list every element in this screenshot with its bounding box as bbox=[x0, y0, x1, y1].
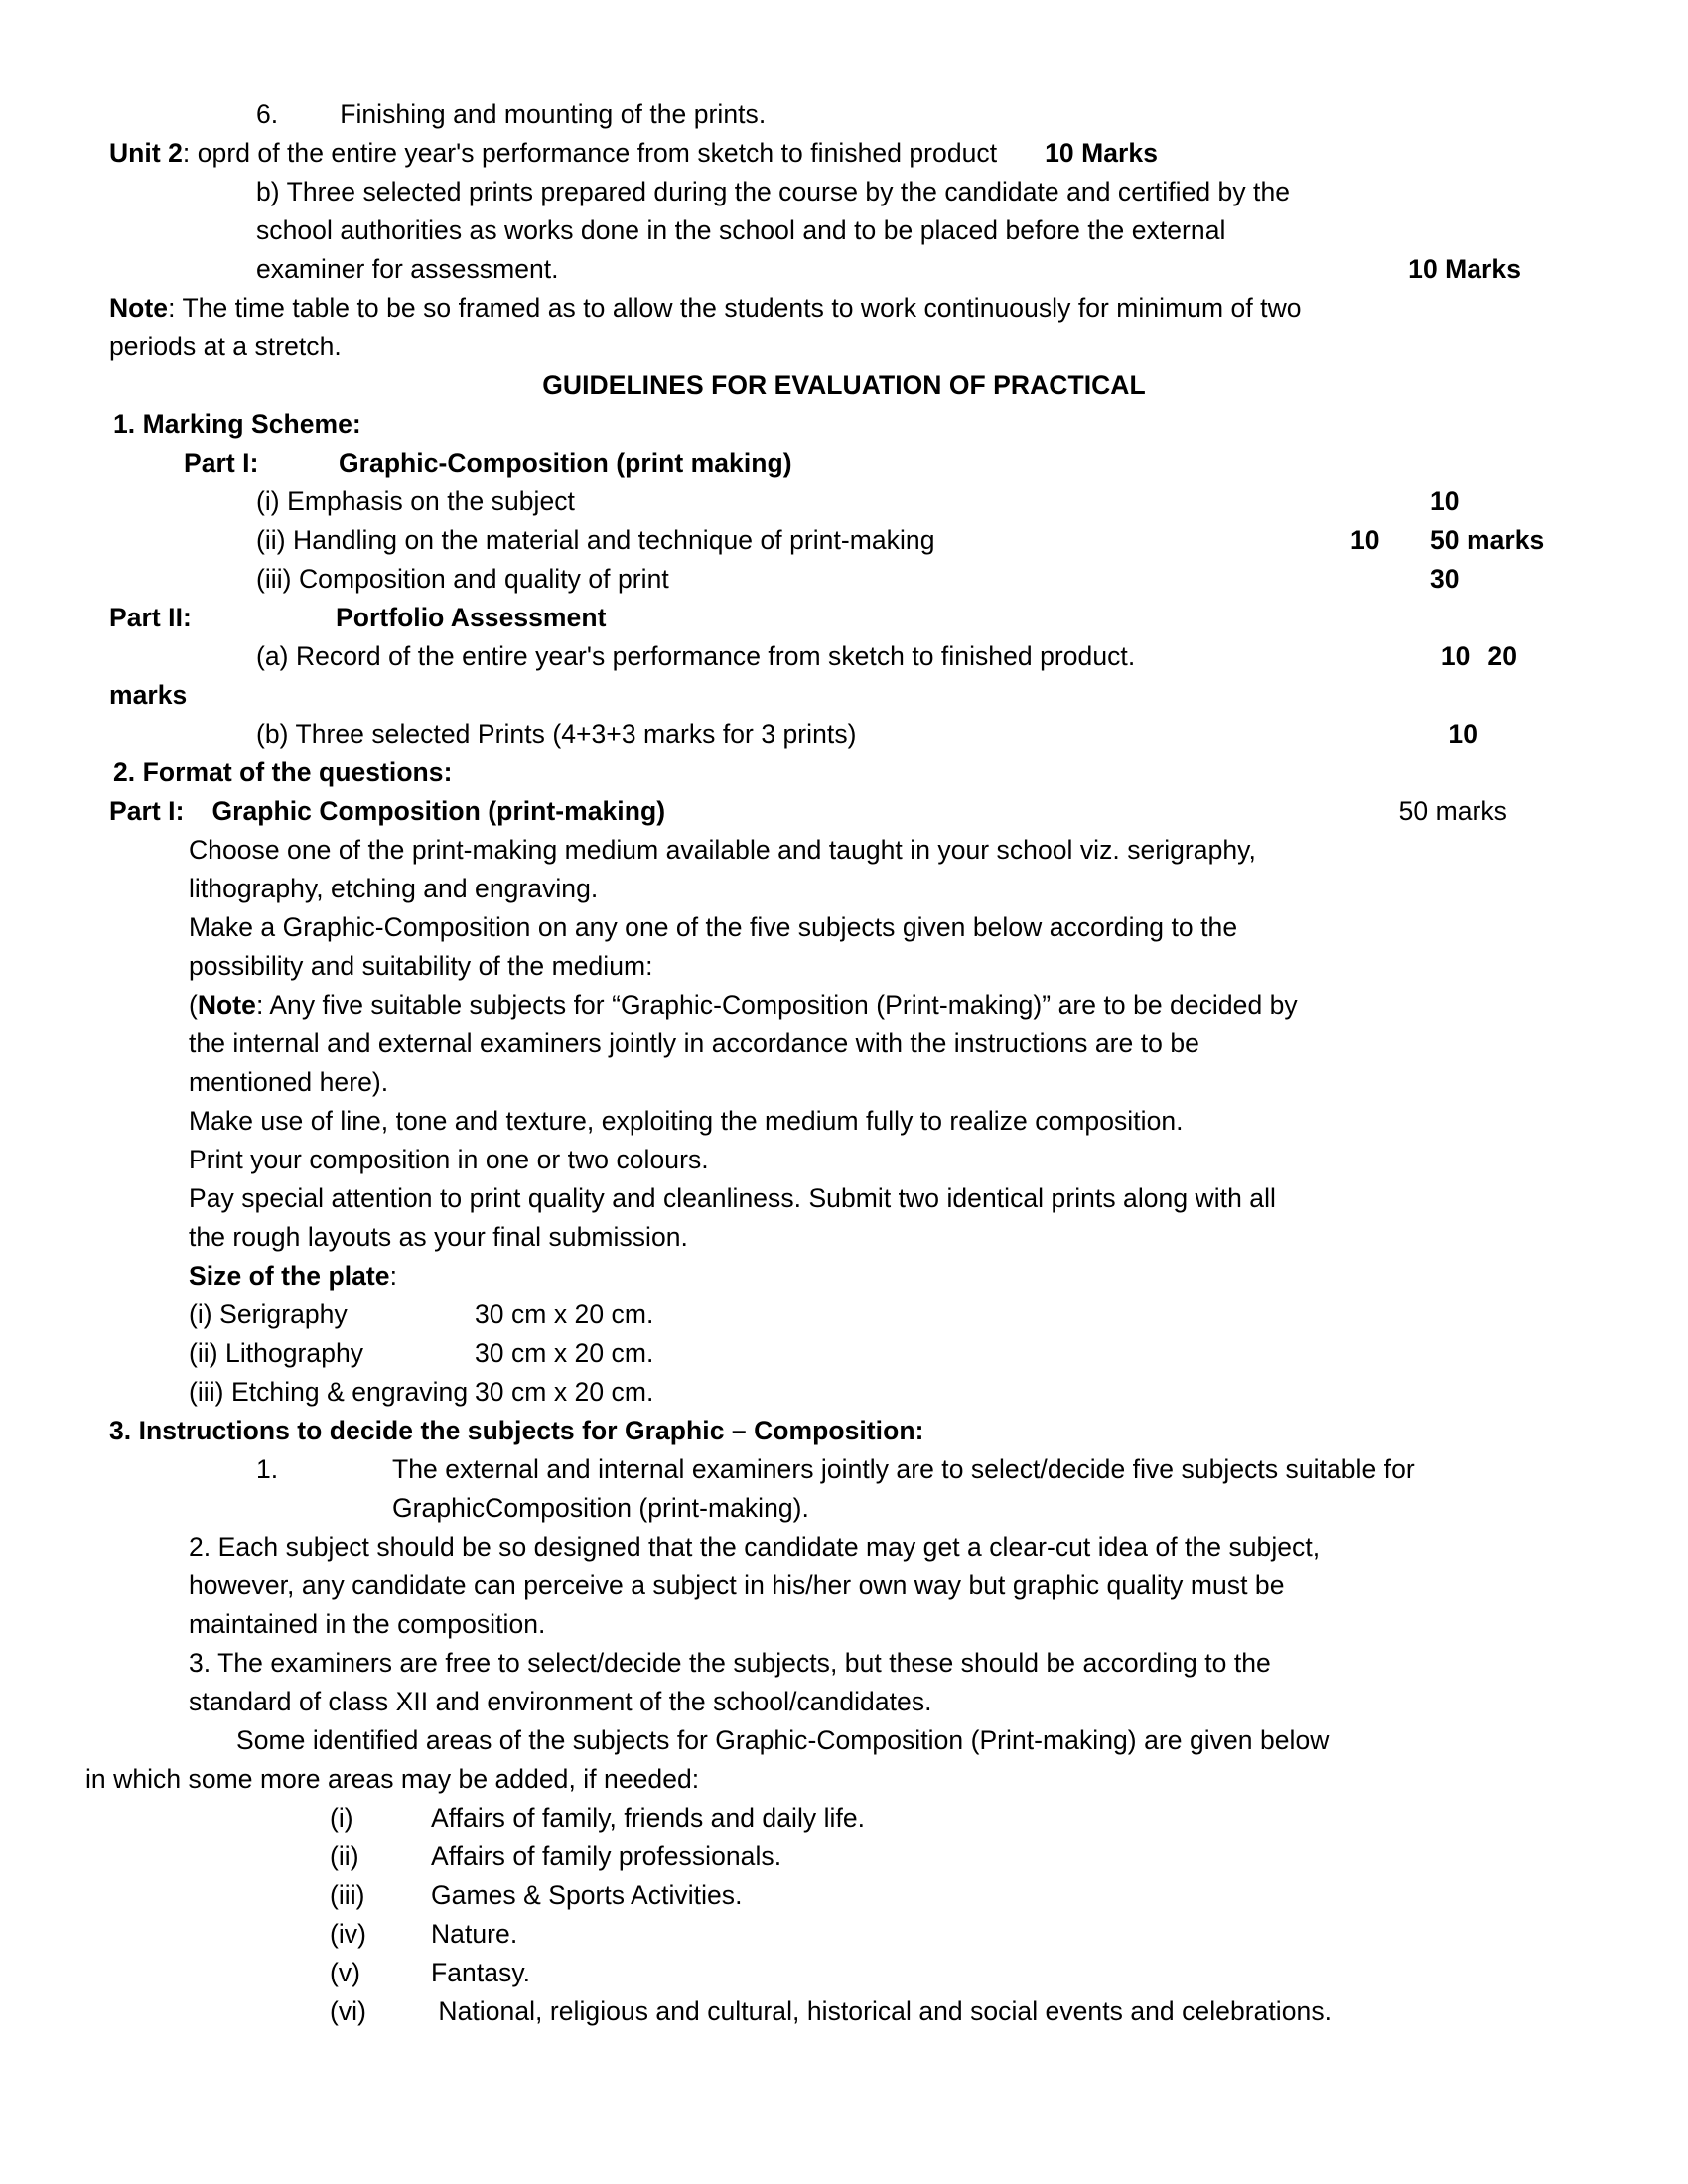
plate-heading-colon: : bbox=[389, 1261, 397, 1291]
unit2-label: Unit 2 bbox=[109, 138, 183, 168]
plate-size-name: (iii) Etching & engraving bbox=[189, 1377, 469, 1407]
area-item-marker: (iv) bbox=[330, 1919, 366, 1949]
part1-title: Graphic-Composition (print making) bbox=[339, 448, 792, 478]
section2-heading: 2. Format of the questions: bbox=[113, 757, 453, 787]
part1-title-row bbox=[109, 444, 1579, 482]
plate-size-name: (i) Serigraphy bbox=[189, 1299, 348, 1329]
note-top-row bbox=[109, 289, 1579, 328]
area-item-row bbox=[109, 1954, 1579, 1992]
area-item-marker: (i) bbox=[330, 1803, 353, 1833]
plate-size-name: (ii) Lithography bbox=[189, 1338, 364, 1368]
plate-size-value: 30 cm x 20 cm. bbox=[475, 1299, 654, 1329]
unit2-text: oprd of the entire year's performance from sketch to finished product bbox=[197, 138, 998, 168]
part1-item-text: (iii) Composition and quality of print bbox=[256, 564, 669, 594]
part2-wrapped-marks: marks bbox=[109, 680, 188, 710]
area-item-row bbox=[109, 1915, 1579, 1954]
part1-item-text: (ii) Handling on the material and technique of print-making bbox=[256, 525, 935, 555]
part2-item-a-text: (a) Record of the entire year's performance from sketch to finished product. bbox=[256, 641, 1136, 671]
part1-item-row bbox=[109, 521, 1579, 560]
item-b-line3: examiner for assessment. bbox=[256, 254, 559, 284]
note-top-label: Note bbox=[109, 293, 169, 323]
section3-item2-line1: 2. Each subject should be so designed that the candidate may get a clear-cut idea of the subject, bbox=[189, 1532, 1321, 1562]
section3-item3-line2-row bbox=[109, 1683, 1579, 1721]
inline-note-open-paren: ( bbox=[189, 990, 198, 1020]
part2-item-b-row bbox=[109, 715, 1579, 753]
item-b-line3-row bbox=[109, 250, 1579, 289]
para-row bbox=[109, 947, 1579, 986]
unit2-row bbox=[109, 134, 1579, 173]
section3-item2-line2-row bbox=[109, 1567, 1579, 1605]
area-item-text: Games & Sports Activities. bbox=[431, 1880, 743, 1910]
para-row bbox=[109, 1102, 1579, 1141]
plate-heading: Size of the plate bbox=[189, 1261, 390, 1291]
area-item-marker: (v) bbox=[330, 1958, 361, 1987]
part2-item-b-text: (b) Three selected Prints (4+3+3 marks for 3 prints) bbox=[256, 719, 857, 749]
para-text: Make a Graphic-Composition on any one of the five subjects given below according to the bbox=[189, 912, 1238, 942]
para-text: lithography, etching and engraving. bbox=[189, 874, 599, 903]
plate-size-value: 30 cm x 20 cm. bbox=[475, 1377, 654, 1407]
area-item-text: Affairs of family professionals. bbox=[431, 1842, 782, 1871]
section2-part1-marks: 50 marks bbox=[1398, 796, 1507, 826]
section3-item2-line3: maintained in the composition. bbox=[189, 1609, 546, 1639]
plate-size-row bbox=[109, 1334, 1579, 1373]
section3-item1-line2-row bbox=[109, 1489, 1579, 1528]
para-text: Choose one of the print-making medium available and taught in your school viz. serigraphy, bbox=[189, 835, 1256, 865]
para-text: Make use of line, tone and texture, exploiting the medium fully to realize composition. bbox=[189, 1106, 1184, 1136]
area-item-marker: (vi) bbox=[330, 1996, 366, 2026]
inline-note-line2: the internal and external examiners jointly in accordance with the instructions are to be bbox=[189, 1028, 1199, 1058]
para-text: possibility and suitability of the medium: bbox=[189, 951, 653, 981]
guidelines-heading-row bbox=[109, 366, 1579, 405]
section3-item1-line1: The external and internal examiners jointly are to select/decide five subjects suitable for bbox=[392, 1454, 1415, 1484]
para-text: Print your composition in one or two colours. bbox=[189, 1145, 709, 1174]
area-item-row bbox=[109, 1799, 1579, 1838]
section3-item2-line3-row bbox=[109, 1605, 1579, 1644]
section2-heading-row bbox=[109, 753, 1579, 792]
part2-item-a-row bbox=[109, 637, 1579, 676]
item-b-line2-row bbox=[109, 211, 1579, 250]
area-item-row bbox=[109, 1876, 1579, 1915]
area-item-row bbox=[109, 1992, 1579, 2031]
note-top-line1: : The time table to be so framed as to allow the students to work continuously for minimum of two bbox=[168, 293, 1302, 323]
section3-item3-line1: 3. The examiners are free to select/decide the subjects, but these should be according to the bbox=[189, 1648, 1271, 1678]
section2-part1-label: Part I: bbox=[109, 796, 185, 826]
section3-heading-row bbox=[109, 1412, 1579, 1450]
note-top-line2: periods at a stretch. bbox=[109, 332, 342, 361]
section3-closing-line2: in which some more areas may be added, if needed: bbox=[85, 1764, 700, 1794]
inline-note-line1: : Any five suitable subjects for “Graphic-Composition (Print-making)” are to be decided by bbox=[255, 990, 1298, 1020]
area-item-marker: (ii) bbox=[330, 1842, 359, 1871]
part2-label: Part II: bbox=[109, 603, 192, 632]
part1-item-mark-b: 50 marks bbox=[1430, 525, 1545, 555]
section2-part1-title-row bbox=[109, 792, 1579, 831]
list-item-number: 6. bbox=[256, 99, 279, 129]
item-b-marks: 10 Marks bbox=[1408, 254, 1521, 284]
part2-title: Portfolio Assessment bbox=[336, 603, 607, 632]
part2-wrapped-marks-row bbox=[109, 676, 1579, 715]
section3-item2-row bbox=[109, 1528, 1579, 1567]
section3-closing-row bbox=[109, 1721, 1579, 1760]
inline-note-line3: mentioned here). bbox=[189, 1067, 389, 1097]
section3-closing-line2-row bbox=[85, 1760, 1579, 1799]
plate-size-row bbox=[109, 1296, 1579, 1334]
unit2-colon: : bbox=[182, 138, 198, 168]
area-item-text: Affairs of family, friends and daily life. bbox=[431, 1803, 866, 1833]
section3-item1-row bbox=[109, 1450, 1579, 1489]
area-item-text: Fantasy. bbox=[431, 1958, 531, 1987]
part2-item-b-mark: 10 bbox=[1448, 719, 1477, 749]
inline-note-line3-row bbox=[109, 1063, 1579, 1102]
section3-heading: 3. Instructions to decide the subjects for Graphic – Composition: bbox=[109, 1416, 924, 1445]
para-row bbox=[109, 1218, 1579, 1257]
para-row bbox=[109, 1179, 1579, 1218]
part1-item-row bbox=[109, 560, 1579, 599]
part2-item-a-mark-a: 10 bbox=[1440, 641, 1471, 671]
section3-closing-line1: Some identified areas of the subjects for Graphic-Composition (Print-making) are given below bbox=[236, 1725, 1330, 1755]
area-item-row bbox=[109, 1838, 1579, 1876]
section3-item2-line2: however, any candidate can perceive a subject in his/her own way but graphic quality must be bbox=[189, 1570, 1285, 1600]
para-row bbox=[109, 831, 1579, 870]
part2-item-a-mark-b: 20 bbox=[1487, 641, 1517, 671]
list-item bbox=[109, 95, 1579, 134]
item-b-line1-row bbox=[109, 173, 1579, 211]
guidelines-heading: GUIDELINES FOR EVALUATION OF PRACTICAL bbox=[542, 370, 1146, 400]
inline-note-row bbox=[109, 986, 1579, 1024]
para-row bbox=[109, 908, 1579, 947]
list-item-text: Finishing and mounting of the prints. bbox=[340, 99, 767, 129]
note-top-line2-row bbox=[109, 328, 1579, 366]
area-item-text: National, religious and cultural, historical and social events and celebrations. bbox=[431, 1996, 1333, 2026]
part1-item-text: (i) Emphasis on the subject bbox=[256, 486, 575, 516]
document-body bbox=[85, 95, 1579, 2031]
section3-item3-line2: standard of class XII and environment of the school/candidates. bbox=[189, 1687, 932, 1716]
item-b-line2: school authorities as works done in the school and to be placed before the external bbox=[256, 215, 1226, 245]
para-row bbox=[109, 1141, 1579, 1179]
para-row bbox=[109, 870, 1579, 908]
part1-item-mark-b: 10 bbox=[1430, 486, 1460, 516]
part1-item-row bbox=[109, 482, 1579, 521]
section3-item1-number: 1. bbox=[256, 1454, 279, 1484]
part1-item-mark-b: 30 bbox=[1430, 564, 1460, 594]
para-text: Pay special attention to print quality and cleanliness. Submit two identical prints along with all bbox=[189, 1183, 1276, 1213]
plate-heading-row bbox=[109, 1257, 1579, 1296]
area-item-marker: (iii) bbox=[330, 1880, 365, 1910]
part1-item-mark-a: 10 bbox=[1350, 525, 1380, 555]
plate-size-row bbox=[109, 1373, 1579, 1412]
area-item-text: Nature. bbox=[431, 1919, 518, 1949]
inline-note-label: Note bbox=[197, 990, 256, 1020]
para-text: the rough layouts as your final submission. bbox=[189, 1222, 688, 1252]
inline-note-line2-row bbox=[109, 1024, 1579, 1063]
part1-label: Part I: bbox=[184, 448, 259, 478]
section2-part1-title: Graphic Composition (print-making) bbox=[211, 796, 666, 826]
plate-size-value: 30 cm x 20 cm. bbox=[475, 1338, 654, 1368]
item-b-line1: b) Three selected prints prepared during the course by the candidate and certified by the bbox=[256, 177, 1291, 206]
section3-item1-line2: GraphicComposition (print-making). bbox=[392, 1493, 809, 1523]
section1-heading: 1. Marking Scheme: bbox=[113, 409, 361, 439]
section1-heading-row bbox=[109, 405, 1579, 444]
unit2-marks: 10 Marks bbox=[1045, 138, 1158, 168]
section3-item3-row bbox=[109, 1644, 1579, 1683]
part2-title-row bbox=[109, 599, 1579, 637]
